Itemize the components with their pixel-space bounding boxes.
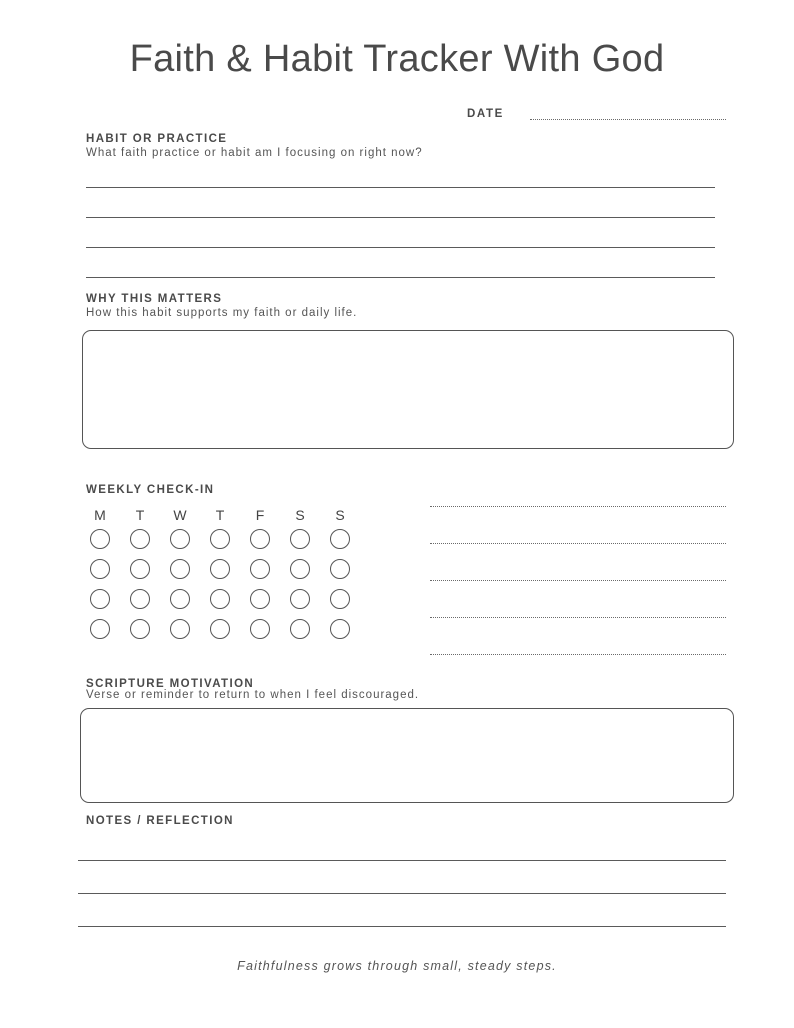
checkin-circle-sun-4[interactable]: [330, 619, 350, 639]
checkin-circle-thu-4[interactable]: [210, 619, 230, 639]
day-label-tue: T: [135, 507, 145, 523]
checkin-note-line-3[interactable]: [430, 580, 726, 581]
checkin-circle-sat-3[interactable]: [290, 589, 310, 609]
day-label-wed: W: [173, 507, 187, 523]
checkin-circle-wed-3[interactable]: [170, 589, 190, 609]
checkin-circle-sun-1[interactable]: [330, 529, 350, 549]
checkin-circle-wed-1[interactable]: [170, 529, 190, 549]
checkin-circle-fri-1[interactable]: [250, 529, 270, 549]
why-subtitle: How this habit supports my faith or daily life.: [86, 307, 358, 319]
day-label-sun: S: [335, 507, 345, 523]
checkin-circle-mon-4[interactable]: [90, 619, 110, 639]
checkin-note-line-2[interactable]: [430, 543, 726, 544]
checkin-circle-sat-2[interactable]: [290, 559, 310, 579]
checkin-circle-mon-1[interactable]: [90, 529, 110, 549]
checkin-note-line-5[interactable]: [430, 654, 726, 655]
checkin-circle-tue-2[interactable]: [130, 559, 150, 579]
checkin-circle-thu-1[interactable]: [210, 529, 230, 549]
checkin-circle-mon-2[interactable]: [90, 559, 110, 579]
habit-line-3[interactable]: [86, 247, 715, 248]
checkin-circle-wed-2[interactable]: [170, 559, 190, 579]
why-heading: WHY THIS MATTERS: [86, 293, 223, 305]
checkin-circle-sat-4[interactable]: [290, 619, 310, 639]
checkin-circle-sun-2[interactable]: [330, 559, 350, 579]
checkin-note-line-1[interactable]: [430, 506, 726, 507]
day-label-fri: F: [255, 507, 265, 523]
checkin-circle-fri-3[interactable]: [250, 589, 270, 609]
why-textbox[interactable]: [82, 330, 734, 449]
scripture-heading: SCRIPTURE MOTIVATION: [86, 678, 255, 690]
checkin-circle-tue-1[interactable]: [130, 529, 150, 549]
date-field[interactable]: [530, 119, 726, 120]
day-label-sat: S: [295, 507, 305, 523]
checkin-circle-fri-4[interactable]: [250, 619, 270, 639]
checkin-circle-thu-3[interactable]: [210, 589, 230, 609]
date-label: DATE: [467, 108, 504, 120]
habit-line-4[interactable]: [86, 277, 715, 278]
notes-line-3[interactable]: [78, 926, 726, 927]
habit-subtitle: What faith practice or habit am I focusing on right now?: [86, 147, 423, 159]
footer-quote: Faithfulness grows through small, steady steps.: [237, 959, 557, 973]
checkin-circle-tue-3[interactable]: [130, 589, 150, 609]
notes-line-1[interactable]: [78, 860, 726, 861]
checkin-circle-tue-4[interactable]: [130, 619, 150, 639]
checkin-circle-fri-2[interactable]: [250, 559, 270, 579]
notes-heading: NOTES / REFLECTION: [86, 815, 234, 827]
checkin-note-line-4[interactable]: [430, 617, 726, 618]
scripture-subtitle: Verse or reminder to return to when I feel discouraged.: [86, 689, 420, 701]
checkin-circle-thu-2[interactable]: [210, 559, 230, 579]
day-label-mon: M: [94, 507, 106, 523]
page-title: Faith & Habit Tracker With God: [129, 38, 665, 80]
notes-line-2[interactable]: [78, 893, 726, 894]
weekly-heading: WEEKLY CHECK-IN: [86, 484, 215, 496]
day-label-thu: T: [215, 507, 225, 523]
habit-line-2[interactable]: [86, 217, 715, 218]
checkin-circle-sun-3[interactable]: [330, 589, 350, 609]
checkin-circle-sat-1[interactable]: [290, 529, 310, 549]
checkin-circle-wed-4[interactable]: [170, 619, 190, 639]
checkin-circle-mon-3[interactable]: [90, 589, 110, 609]
habit-line-1[interactable]: [86, 187, 715, 188]
habit-heading: HABIT OR PRACTICE: [86, 133, 228, 145]
scripture-textbox[interactable]: [80, 708, 734, 803]
